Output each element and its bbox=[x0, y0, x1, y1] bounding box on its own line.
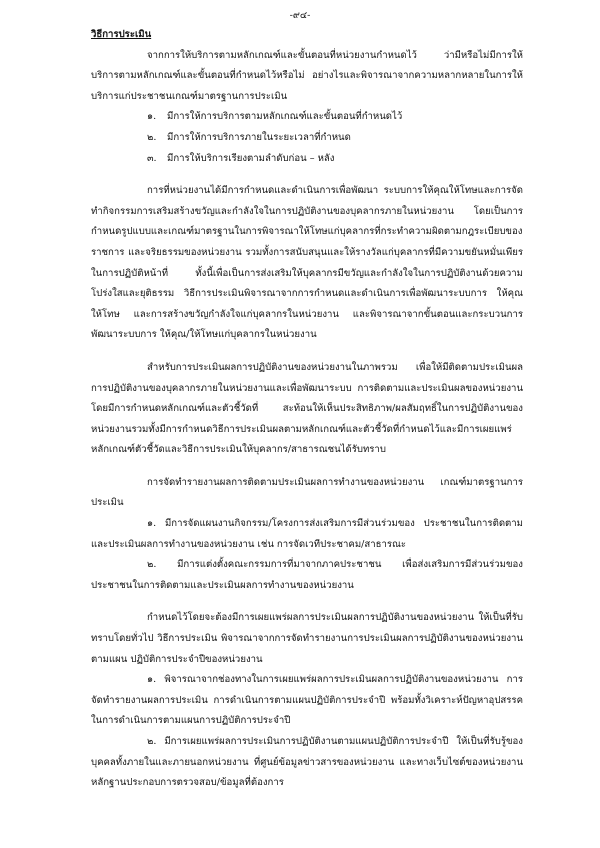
overall-evaluation-paragraph: สำหรับการประเมินผลการปฏิบัติงานของหน่วยงานในภาพรวม เพื่อให้มีติดตามประเมินผลการปฏิบัติงานของบุคลากรภายในหน่วยงานและเพื่อพัฒนาระบบ การติดตามและประเมินผลของหน่วยงานโดยมีการกำหนดหลักเกณฑ์และตัวชี้วัดที่ สะท้อนให้เห็นประสิทธิภาพ/ผลสัมฤทธิ์ในการปฏิบัติงานของหน่วยงานรวมทั้งมีการกำหนดวิธีการประเมินผลตามหลักเกณฑ์และตัวชี้วัดที่กำหนดไว้และมีการเผยแพร่ หลักเกณฑ์ตัวชี้วัดและวิธีการประเมินให้บุคลากร/สาธารณชนได้รับทราบ bbox=[91, 361, 523, 456]
intro-paragraph: จากการให้บริการตามหลักเกณฑ์และขั้นตอนที่หน่วยงานกำหนดไว้ ว่ามีหรือไม่มีการให้บริการตามหลักเกณฑ์และขั้นตอนที่กำหนดไว้หรือไม่ อย่างไรและพิจารณาจากความหลากหลายในการให้บริการแก่ประชาชนเกณฑ์มาตรฐานการประเมิน bbox=[91, 49, 523, 102]
criteria-item: ๒. มีการให้การบริการภายในระยะเวลาที่กำหนด bbox=[147, 131, 351, 143]
criteria-item: ๑. มีการให้การบริการตามหลักเกณฑ์และขั้นตอนที่กำหนดไว้ bbox=[147, 111, 403, 123]
disclosure-list bbox=[91, 670, 523, 794]
section-heading: วิธีการประเมิน bbox=[91, 29, 152, 40]
development-paragraph: การที่หน่วยงานได้มีการกำหนดและดำเนินการเพื่อพัฒนา ระบบการให้คุณให้โทษและการจัดทำกิจกรรมการเสริมสร้างขวัญและกำลังใจในการปฏิบัติงานของบุคลากรภายในหน่วยงาน โดยเป็นการกำหนดรูปแบบและเกณฑ์มาตรฐานในการพิจารณาให้โทษแก่บุคลากรที่กระทำความผิดตามกฎระเบียบของราชการ และจริยธรรมของหน่วยงาน รวมทั้งการสนับสนุนและให้รางวัลแก่บุคลากรที่มีความขยันหมั่นเพียรในการปฏิบัติหน้าที่ ทั้งนี้เพื่อเป็นการส่งเสริมให้บุคลากรมีขวัญและกำลังใจในการปฏิบัติงานด้วยความโปร่งใสและยุติธรรม วิธีการประเมินพิจารณาจากการกำหนดและดำเนินการเพื่อพัฒนาระบบการ ให้คุณ ให้โทษ และการสร้างขวัญกำลังใจแก่บุคลากรในหน่วยงาน และพิจารณาจากขั้นตอนและกระบวนการพัฒนาระบบการ ให้คุณ/ให้โทษแก่บุคลากรในหน่วยงาน bbox=[91, 185, 523, 341]
reporting-intro-paragraph: การจัดทำรายงานผลการติดตามประเมินผลการทำงานของหน่วยงาน เกณฑ์มาตรฐานการประเมิน bbox=[91, 476, 523, 509]
criteria-list bbox=[91, 107, 523, 169]
reporting-item: ๑. มีการจัดแผนงานกิจกรรม/โครงการส่งเสริมการมีส่วนร่วมของ ประชาชนในการติดตามและประเมินผลการทำงานของหน่วยงาน เช่น การจัดเวทีประชาคม/สาธารณะ bbox=[91, 518, 523, 550]
disclosure-paragraph: กำหนดไว้โดยจะต้องมีการเผยแพร่ผลการประเมินผลการปฏิบัติงานของหน่วยงาน ให้เป็นที่รับทราบโดยทั่วไป วิธีการประเมิน พิจารณาจากการจัดทำรายงานการประเมินผลการปฏิบัติงานของหน่วยงานตามแผน ปฏิบัติการประจำปีของหน่วยงาน bbox=[91, 612, 523, 665]
criteria-item: ๓. มีการให้บริการเรียงตามลำดับก่อน – หลัง bbox=[147, 152, 335, 164]
disclosure-item: ๑. พิจารณาจากช่องทางในการเผยแพร่ผลการประเมินผลการปฏิบัติงานของหน่วยงาน การจัดทำรายงานผลการประเมิน การดำเนินการตามแผนปฏิบัติการประจำปี พร้อมทั้งวิเคราะห์ปัญหาอุปสรรคในการดำเนินการตามแผนการปฏิบัติการประจำปี bbox=[91, 674, 523, 727]
reporting-item: ๒. มีการแต่งตั้งคณะกรรมการที่มาจากภาคประชาชน เพื่อส่งเสริมการมีส่วนร่วมของประชาชนในการติดตามและประเมินผลการทำงานของหน่วยงาน bbox=[91, 559, 523, 591]
reporting-list bbox=[91, 514, 523, 596]
disclosure-item: ๒. มีการเผยแพร่ผลการประเมินการปฏิบัติงานตามแผนปฏิบัติการประจำปี ให้เป็นที่รับรู้ของบุคคลทั้งภายในและภายนอกหน่วยงาน ที่ศูนย์ข้อมูลข่าวสารของหน่วยงาน และทางเว็บไซต์ของหน่วยงาน หลักฐานประกอบการตรวจสอบ/ข้อมูลที่ต้องการ bbox=[91, 736, 523, 789]
page-number: -๙๔- bbox=[289, 10, 311, 21]
document-body bbox=[91, 25, 523, 794]
